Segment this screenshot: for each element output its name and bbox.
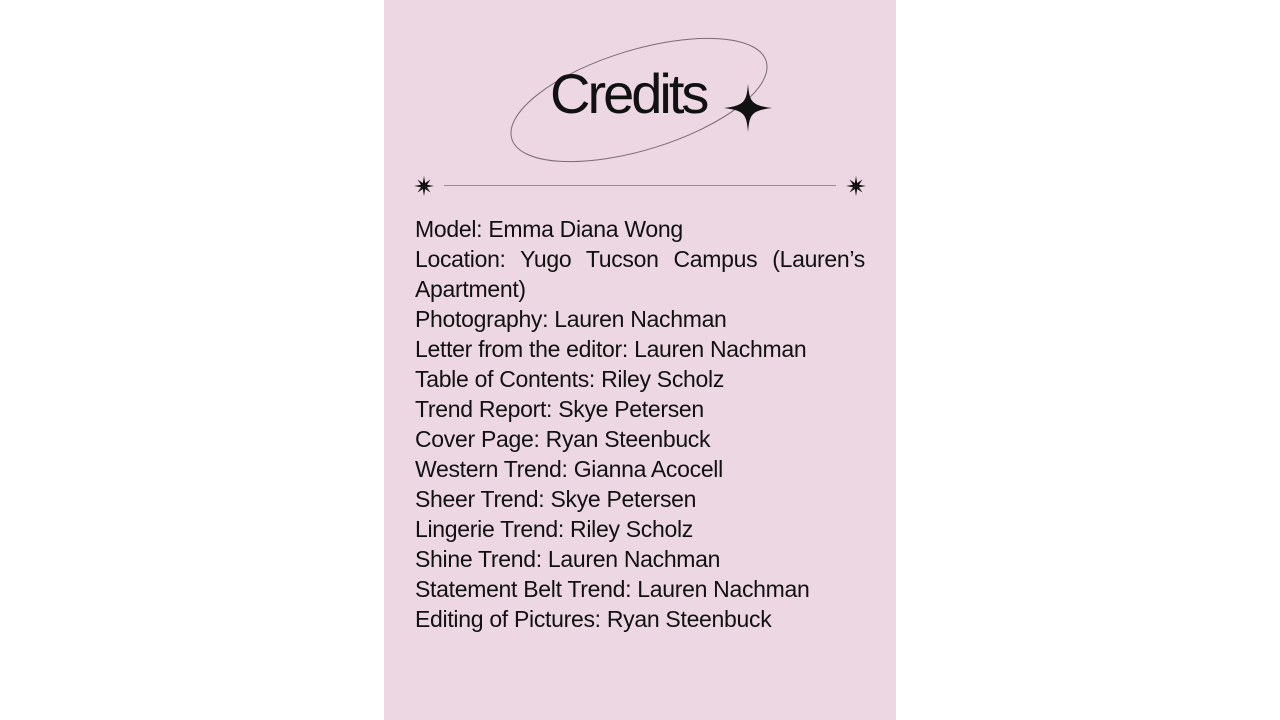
starburst-icon: [414, 176, 434, 196]
starburst-icon: [846, 176, 866, 196]
divider-line: [444, 185, 836, 186]
credit-photography: Photography: Lauren Nachman: [415, 306, 727, 332]
page-title: Credits: [550, 62, 707, 125]
title-divider: [412, 174, 868, 198]
credits-page: [384, 0, 896, 720]
credit-table-of-contents: Table of Contents: Riley Scholz: [415, 366, 725, 392]
credit-lingerie-trend: Lingerie Trend: Riley Scholz: [415, 516, 693, 542]
credit-sheer-trend: Sheer Trend: Skye Petersen: [415, 486, 697, 512]
credit-shine-trend: Shine Trend: Lauren Nachman: [415, 546, 721, 572]
credit-cover-page: Cover Page: Ryan Steenbuck: [415, 426, 711, 452]
credit-western-trend: Western Trend: Gianna Acocell: [415, 456, 723, 482]
credit-model: Model: Emma Diana Wong: [415, 216, 683, 242]
title-area: [384, 0, 896, 170]
credit-statement-belt-trend: Statement Belt Trend: Lauren Nachman: [415, 576, 810, 602]
credit-editing-of-pictures: Editing of Pictures: Ryan Steenbuck: [415, 606, 772, 632]
credit-location: Location: Yugo Tucson Campus (Lauren’s Apartment): [415, 246, 865, 302]
credit-letter-from-editor: Letter from the editor: Lauren Nachman: [415, 336, 807, 362]
credits-list: [415, 214, 865, 634]
credit-trend-report: Trend Report: Skye Petersen: [415, 396, 704, 422]
four-point-star-icon: [724, 84, 772, 132]
